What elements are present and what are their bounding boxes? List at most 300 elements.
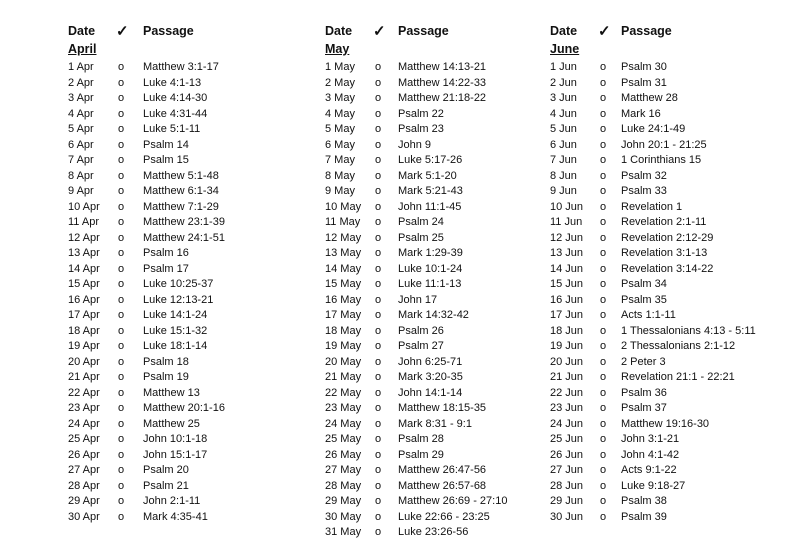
checkbox-mark[interactable]: o (117, 123, 125, 135)
reading-row (325, 448, 444, 464)
passage-text: Acts 1:1-11 (621, 309, 676, 321)
passage-text: Luke 11:1-13 (398, 278, 462, 290)
checkbox-mark[interactable]: o (374, 154, 382, 166)
reading-row (550, 215, 707, 231)
passage-text: Matthew 13 (143, 386, 200, 399)
passage-text: John 3:1-21 (621, 433, 680, 445)
checkbox-mark[interactable]: o (599, 340, 607, 352)
checkbox-mark[interactable]: o (117, 278, 125, 290)
reading-date: 14 May (325, 262, 362, 275)
reading-row (325, 293, 438, 309)
reading-row (550, 339, 736, 355)
checkbox-mark[interactable]: o (374, 262, 382, 275)
reading-date: 8 Jun (550, 169, 577, 182)
reading-date: 8 Apr (68, 169, 94, 182)
checkbox-mark[interactable]: o (374, 495, 382, 507)
checkbox-mark[interactable]: o (117, 464, 125, 476)
checkbox-mark[interactable]: o (374, 402, 382, 414)
passage-text: Psalm 28 (398, 433, 444, 445)
column-header (68, 23, 194, 42)
reading-date: 23 Apr (68, 402, 100, 414)
passage-text: Psalm 23 (398, 123, 444, 135)
reading-row (68, 417, 200, 433)
reading-list (550, 60, 756, 525)
checkbox-mark[interactable]: o (374, 464, 382, 476)
checkbox-mark[interactable]: o (374, 185, 382, 197)
checkbox-mark[interactable]: o (599, 169, 607, 182)
month-column-april (68, 23, 225, 525)
passage-text: Matthew 28 (621, 92, 678, 104)
checkbox-mark[interactable]: o (117, 185, 125, 197)
date-header: Date (550, 24, 578, 38)
checkbox-mark[interactable]: o (117, 216, 125, 228)
checkbox-mark[interactable]: o (599, 324, 607, 337)
reading-row (325, 246, 463, 262)
passage-text: Psalm 30 (621, 61, 667, 73)
reading-row (325, 262, 463, 278)
passage-text: Psalm 22 (398, 107, 444, 120)
reading-date: 11 Apr (68, 216, 99, 228)
month-title: June (550, 42, 580, 56)
passage-text: Psalm 27 (398, 340, 444, 352)
reading-row (68, 479, 189, 495)
reading-date: 24 May (325, 417, 362, 430)
reading-date: 14 Jun (550, 262, 584, 275)
date-header: Date (325, 24, 353, 38)
reading-row (325, 169, 457, 185)
reading-list (68, 60, 225, 525)
reading-date: 18 Apr (68, 324, 100, 337)
reading-row (325, 215, 444, 231)
reading-date: 19 Apr (68, 340, 100, 352)
reading-row (550, 417, 710, 433)
column-header (550, 23, 672, 42)
reading-date: 17 May (325, 309, 362, 321)
passage-text: Matthew 5:1-48 (143, 169, 219, 182)
passage-text: Mark 1:29-39 (398, 247, 463, 259)
reading-row (68, 200, 219, 216)
reading-date: 12 May (325, 231, 362, 244)
reading-row (68, 386, 200, 402)
checkbox-mark[interactable]: o (374, 417, 382, 430)
reading-row (550, 76, 667, 92)
checkbox-mark[interactable]: o (374, 92, 382, 104)
checkbox-mark[interactable]: o (374, 216, 382, 228)
checkbox-mark[interactable]: o (117, 262, 125, 275)
passage-text: John 6:25-71 (398, 355, 463, 368)
passage-text: Luke 9:18-27 (621, 479, 686, 492)
checkbox-mark[interactable]: o (117, 355, 125, 368)
passage-text: Acts 9:1-22 (621, 464, 677, 476)
reading-date: 22 May (325, 386, 362, 399)
reading-row (68, 494, 201, 510)
reading-row (68, 215, 225, 231)
passage-text: Luke 22:66 - 23:25 (398, 510, 490, 523)
checkbox-mark[interactable]: o (117, 154, 125, 166)
reading-row (550, 448, 680, 464)
checkbox-mark[interactable]: o (117, 231, 125, 244)
checkbox-mark[interactable]: o (374, 526, 382, 538)
passage-text: 2 Thessalonians 2:1-12 (621, 340, 736, 352)
reading-date: 3 May (325, 92, 355, 104)
reading-date: 15 May (325, 278, 362, 290)
passage-text: Revelation 2:12-29 (621, 231, 714, 244)
reading-date: 12 Jun (550, 231, 584, 244)
checkbox-mark[interactable]: o (599, 417, 607, 430)
reading-row (550, 200, 683, 216)
checkbox-mark[interactable]: o (599, 371, 607, 383)
reading-row (550, 138, 707, 154)
reading-row (325, 76, 487, 92)
reading-row (550, 246, 708, 262)
checkbox-mark[interactable]: o (117, 340, 125, 352)
passage-text: 1 Thessalonians 4:13 - 5:11 (621, 324, 756, 337)
checkbox-mark[interactable]: o (599, 61, 607, 73)
checkbox-mark[interactable]: o (374, 340, 382, 352)
passage-text: Matthew 14:13-21 (398, 61, 487, 73)
reading-date: 13 Jun (550, 247, 584, 259)
reading-row (325, 324, 444, 340)
passage-text: Psalm 32 (621, 169, 667, 182)
checkbox-mark[interactable]: o (117, 309, 125, 321)
reading-row (550, 479, 686, 495)
checkbox-mark[interactable]: o (599, 386, 607, 399)
checkbox-mark[interactable]: o (599, 262, 607, 275)
reading-date: 1 Jun (550, 61, 577, 73)
reading-date: 10 May (325, 200, 362, 213)
reading-row (325, 107, 444, 123)
reading-date: 2 May (325, 76, 355, 89)
checkbox-mark[interactable]: o (117, 247, 125, 259)
checkbox-mark[interactable]: o (374, 200, 382, 213)
reading-date: 24 Apr (68, 417, 100, 430)
checkbox-mark[interactable]: o (599, 216, 607, 228)
checkbox-mark[interactable]: o (374, 324, 382, 337)
passage-text: Luke 4:31-44 (143, 107, 208, 120)
checkbox-mark[interactable]: o (599, 510, 607, 523)
passage-text: Mark 5:21-43 (398, 185, 463, 197)
passage-text: John 10:1-18 (143, 433, 208, 445)
reading-row (550, 463, 677, 479)
checkbox-mark[interactable]: o (599, 247, 607, 259)
checkbox-mark[interactable]: o (374, 355, 382, 368)
checkbox-mark[interactable]: o (374, 510, 382, 523)
reading-row (68, 122, 201, 138)
checkbox-mark[interactable]: o (117, 169, 125, 182)
passage-text: Luke 5:1-11 (143, 123, 201, 135)
reading-row (68, 510, 208, 526)
reading-date: 7 May (325, 154, 355, 166)
passage-text: Luke 23:26-56 (398, 526, 469, 538)
reading-row (68, 448, 208, 464)
passage-text: John 17 (398, 293, 438, 306)
checkbox-mark[interactable]: o (374, 61, 382, 73)
checkbox-mark[interactable]: o (117, 417, 125, 430)
passage-text: Matthew 24:1-51 (143, 231, 225, 244)
checkbox-mark[interactable]: o (117, 402, 125, 414)
checkbox-mark[interactable]: o (117, 293, 125, 306)
reading-date: 5 Apr (68, 123, 94, 135)
passage-text: Psalm 26 (398, 324, 444, 337)
passage-text: Psalm 25 (398, 231, 444, 244)
passage-text: Mark 8:31 - 9:1 (398, 417, 472, 430)
check-header: ✓ (598, 23, 611, 40)
passage-text: John 14:1-14 (398, 386, 463, 399)
checkbox-mark[interactable]: o (599, 433, 607, 445)
checkbox-mark[interactable]: o (117, 386, 125, 399)
checkbox-mark[interactable]: o (599, 154, 607, 166)
reading-date: 20 Jun (550, 355, 584, 368)
passage-text: Luke 14:1-24 (143, 309, 208, 321)
checkbox-mark[interactable]: o (599, 185, 607, 197)
reading-date: 11 Jun (550, 216, 583, 228)
reading-date: 21 Jun (550, 371, 584, 383)
passage-text: Matthew 25 (143, 417, 200, 430)
reading-row (550, 355, 666, 371)
checkbox-mark[interactable]: o (599, 355, 607, 368)
passage-text: Psalm 35 (621, 293, 667, 306)
reading-row (68, 432, 208, 448)
passage-text: Luke 18:1-14 (143, 340, 208, 352)
reading-row (325, 479, 487, 495)
checkbox-mark[interactable]: o (599, 107, 607, 120)
reading-row (325, 525, 469, 541)
reading-date: 25 May (325, 433, 362, 445)
checkbox-mark[interactable]: o (374, 371, 382, 383)
checkbox-mark[interactable]: o (117, 107, 125, 120)
checkbox-mark[interactable]: o (374, 76, 382, 89)
passage-text: John 2:1-11 (143, 495, 201, 507)
reading-date: 25 Jun (550, 433, 584, 445)
passage-text: Mark 4:35-41 (143, 510, 208, 523)
reading-row (550, 91, 678, 107)
checkbox-mark[interactable]: o (117, 324, 125, 337)
reading-row (325, 153, 463, 169)
checkbox-mark[interactable]: o (599, 495, 607, 507)
checkbox-mark[interactable]: o (374, 293, 382, 306)
checkbox-mark[interactable]: o (117, 510, 125, 523)
reading-row (550, 122, 686, 138)
checkbox-mark[interactable]: o (374, 123, 382, 135)
reading-row (325, 60, 487, 76)
passage-header: Passage (143, 24, 194, 38)
checkbox-mark[interactable]: o (599, 278, 607, 290)
passage-text: Psalm 18 (143, 355, 189, 368)
reading-date: 1 May (325, 61, 355, 73)
reading-date: 8 May (325, 169, 355, 182)
reading-date: 25 Apr (68, 433, 100, 445)
reading-date: 9 Apr (68, 185, 94, 197)
reading-row (550, 308, 676, 324)
reading-date: 13 Apr (68, 247, 100, 259)
passage-text: John 9 (398, 138, 432, 151)
checkbox-mark[interactable]: o (117, 138, 125, 151)
reading-row (550, 494, 667, 510)
checkbox-mark[interactable]: o (117, 433, 125, 445)
reading-row (68, 153, 189, 169)
passage-text: Psalm 36 (621, 386, 667, 399)
month-title: May (325, 42, 350, 56)
passage-text: Luke 4:1-13 (143, 76, 202, 89)
checkbox-mark[interactable]: o (599, 464, 607, 476)
month-column-june (550, 23, 756, 525)
reading-row (325, 432, 444, 448)
reading-date: 16 Jun (550, 293, 584, 306)
checkbox-mark[interactable]: o (599, 138, 607, 151)
checkbox-mark[interactable]: o (374, 309, 382, 321)
passage-text: Psalm 16 (143, 247, 189, 259)
checkbox-mark[interactable]: o (117, 76, 125, 89)
checkbox-mark[interactable]: o (117, 200, 125, 213)
reading-date: 6 Jun (550, 138, 577, 151)
date-header: Date (68, 24, 96, 38)
checkbox-mark[interactable]: o (374, 169, 382, 182)
reading-date: 10 Apr (68, 200, 100, 213)
reading-row (550, 231, 714, 247)
reading-date: 20 May (325, 355, 362, 368)
reading-row (550, 107, 661, 123)
passage-text: Matthew 3:1-17 (143, 61, 219, 73)
passage-text: Psalm 24 (398, 216, 444, 228)
reading-row (325, 510, 490, 526)
reading-row (68, 184, 219, 200)
reading-date: 14 Apr (68, 262, 100, 275)
reading-row (325, 370, 463, 386)
passage-text: Psalm 37 (621, 402, 667, 414)
reading-row (550, 401, 667, 417)
checkbox-mark[interactable]: o (374, 278, 382, 290)
reading-row (325, 339, 444, 355)
reading-row (550, 277, 667, 293)
passage-text: Matthew 6:1-34 (143, 185, 219, 197)
reading-row (550, 169, 667, 185)
reading-row (68, 355, 189, 371)
passage-text: Mark 14:32-42 (398, 309, 469, 321)
checkbox-mark[interactable]: o (117, 479, 125, 492)
checkbox-mark[interactable]: o (374, 107, 382, 120)
reading-date: 11 May (325, 216, 361, 228)
checkbox-mark[interactable]: o (117, 495, 125, 507)
reading-row (550, 293, 667, 309)
reading-date: 27 Jun (550, 464, 584, 476)
checkbox-mark[interactable]: o (117, 61, 125, 73)
checkbox-mark[interactable]: o (117, 371, 125, 383)
reading-row (68, 339, 208, 355)
reading-row (325, 308, 469, 324)
passage-text: Psalm 34 (621, 278, 667, 290)
reading-date: 26 May (325, 448, 362, 461)
reading-row (68, 138, 189, 154)
checkbox-mark[interactable]: o (599, 448, 607, 461)
reading-date: 23 May (325, 402, 362, 414)
passage-text: Psalm 17 (143, 262, 189, 275)
reading-row (550, 324, 756, 340)
passage-text: Matthew 20:1-16 (143, 402, 225, 414)
checkbox-mark[interactable]: o (374, 247, 382, 259)
checkbox-mark[interactable]: o (117, 448, 125, 461)
checkbox-mark[interactable]: o (374, 386, 382, 399)
reading-row (68, 107, 208, 123)
checkbox-mark[interactable]: o (599, 123, 607, 135)
passage-text: Luke 15:1-32 (143, 324, 208, 337)
passage-text: Matthew 26:47-56 (398, 464, 487, 476)
reading-date: 22 Apr (68, 386, 100, 399)
reading-date: 12 Apr (68, 231, 100, 244)
reading-date: 28 Apr (68, 479, 100, 492)
passage-text: Revelation 3:1-13 (621, 247, 708, 259)
reading-date: 4 May (325, 107, 355, 120)
reading-date: 4 Jun (550, 107, 577, 120)
reading-row (325, 355, 463, 371)
reading-row (325, 200, 462, 216)
checkbox-mark[interactable]: o (599, 231, 607, 244)
reading-date: 2 Apr (68, 76, 94, 89)
reading-row (550, 432, 680, 448)
reading-row (325, 494, 508, 510)
reading-date: 21 Apr (68, 371, 100, 383)
reading-row (68, 277, 214, 293)
reading-date: 10 Jun (550, 200, 584, 213)
reading-date: 21 May (325, 371, 362, 383)
checkbox-mark[interactable]: o (374, 231, 382, 244)
checkbox-mark[interactable]: o (599, 200, 607, 213)
passage-text: Luke 5:17-26 (398, 154, 463, 166)
checkbox-mark[interactable]: o (374, 138, 382, 151)
checkbox-mark[interactable]: o (599, 76, 607, 89)
reading-date: 30 Jun (550, 510, 584, 523)
reading-date: 18 May (325, 324, 362, 337)
checkbox-mark[interactable]: o (599, 479, 607, 492)
passage-text: Mark 16 (621, 107, 661, 120)
passage-text: Matthew 23:1-39 (143, 216, 225, 228)
column-header (325, 23, 449, 42)
passage-text: Matthew 19:16-30 (621, 417, 710, 430)
reading-row (550, 60, 667, 76)
passage-text: Psalm 39 (621, 510, 667, 523)
checkbox-mark[interactable]: o (374, 433, 382, 445)
reading-date: 23 Jun (550, 402, 584, 414)
checkbox-mark[interactable]: o (117, 92, 125, 104)
checkbox-mark[interactable]: o (599, 293, 607, 306)
reading-date: 3 Apr (68, 92, 94, 104)
reading-row (68, 324, 208, 340)
reading-date: 19 Jun (550, 340, 584, 352)
passage-text: Revelation 21:1 - 22:21 (621, 371, 735, 383)
reading-row (325, 231, 444, 247)
check-header: ✓ (373, 23, 386, 40)
reading-date: 5 Jun (550, 123, 577, 135)
checkbox-mark[interactable]: o (599, 402, 607, 414)
reading-date: 15 Apr (68, 278, 100, 290)
reading-date: 31 May (325, 526, 362, 538)
reading-row (550, 262, 714, 278)
passage-text: Luke 12:13-21 (143, 293, 214, 306)
passage-text: Psalm 19 (143, 371, 189, 383)
passage-text: Psalm 15 (143, 154, 189, 166)
reading-row (325, 138, 432, 154)
checkbox-mark[interactable]: o (374, 479, 382, 492)
reading-date: 9 May (325, 185, 355, 197)
reading-row (68, 231, 225, 247)
checkbox-mark[interactable]: o (599, 92, 607, 104)
reading-date: 30 Apr (68, 510, 100, 523)
checkbox-mark[interactable]: o (374, 448, 382, 461)
checkbox-mark[interactable]: o (599, 309, 607, 321)
passage-text: John 11:1-45 (398, 200, 462, 213)
passage-text: Mark 5:1-20 (398, 169, 457, 182)
passage-text: Psalm 29 (398, 448, 444, 461)
passage-text: John 20:1 - 21:25 (621, 138, 707, 151)
